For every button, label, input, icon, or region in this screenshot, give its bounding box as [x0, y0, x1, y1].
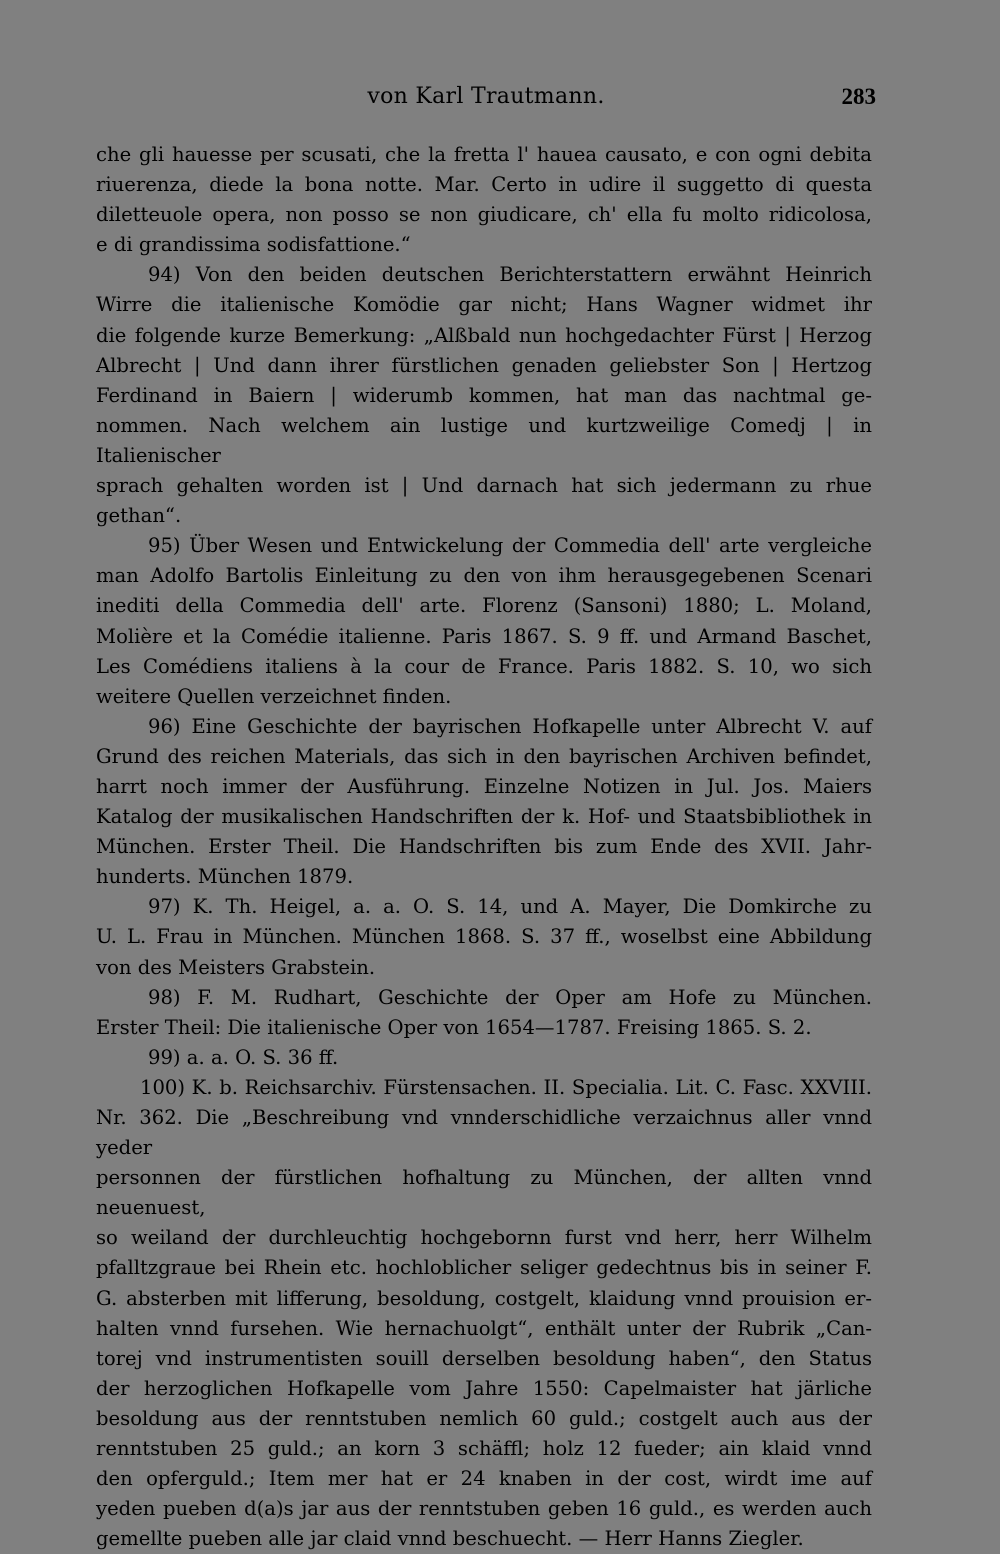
- text-line: renntstuben 25 guld.; an korn 3 schäffl; holz 12 fueder; ain klaid vnnd: [96, 1437, 872, 1461]
- footnote-95: 95) Über Wesen und Entwickelung der Commedia dell' arte vergleiche: [148, 534, 872, 558]
- footnotes-text: [96, 140, 872, 1554]
- text-line: halten vnnd fursehen. Wie hernachuolgt“, enthält unter der Rubrik „Can-: [96, 1316, 872, 1340]
- footnote-98: 98) F. M. Rudhart, Geschichte der Oper am Hofe zu München.: [148, 985, 872, 1009]
- text-line: von des Meisters Grabstein.: [96, 955, 376, 979]
- text-line: weitere Quellen verzeichnet finden.: [96, 684, 452, 708]
- text-line: harrt noch immer der Ausführung. Einzelne Notizen in Jul. Jos. Maiers: [96, 774, 872, 798]
- text-line: pfalltzgraue bei Rhein etc. hochloblicher seliger gedechtnus bis in seiner F.: [96, 1256, 872, 1280]
- text-line: riuerenza, diede la bona notte. Mar. Certo in udire il suggetto di questa: [96, 173, 872, 197]
- text-line: man Adolfo Bartolis Einleitung zu den von ihm herausgegebenen Scenari: [96, 564, 872, 588]
- text-line: Les Comédiens italiens à la cour de France. Paris 1882. S. 10, wo sich: [96, 654, 872, 678]
- text-line: Grund des reichen Materials, das sich in den bayrischen Archiven befindet,: [96, 744, 872, 768]
- page-number: 283: [841, 84, 876, 109]
- footnote-100: 100) K. b. Reichsarchiv. Fürstensachen. II. Specialia. Lit. C. Fasc. XXVIII.: [140, 1075, 872, 1099]
- text-line: Katalog der musikalischen Handschriften der k. Hof- und Staatsbibliothek in: [96, 805, 872, 829]
- text-line: die folgende kurze Bemerkung: „Alßbald nun hochgedachter Fürst | Herzog: [96, 323, 872, 347]
- text-line: hunderts. München 1879.: [96, 865, 354, 889]
- page-header: [96, 84, 876, 114]
- text-line: nommen. Nach welchem ain lustige und kurtzweilige Comedj | in Italienischer: [96, 413, 872, 467]
- text-line: inediti della Commedia dell' arte. Florenz (Sansoni) 1880; L. Moland,: [96, 594, 872, 618]
- text-line: U. L. Frau in München. München 1868. S. 37 ff., woselbst eine Abbildung: [96, 925, 872, 949]
- text-line: Albrecht | Und dann ihrer fürstlichen genaden geliebster Son | Hertzog: [96, 353, 872, 377]
- text-line: so weiland der durchleuchtig hochgebornn furst vnd herr, herr Wilhelm: [96, 1226, 872, 1250]
- footnote-97: 97) K. Th. Heigel, a. a. O. S. 14, und A. Mayer, Die Domkirche zu: [148, 895, 872, 919]
- text-line: besoldung aus der renntstuben nemlich 60 guld.; costgelt auch aus der: [96, 1406, 872, 1430]
- text-line: yeden pueben d(a)s jar aus der renntstuben geben 16 guld., es werden auch: [96, 1497, 872, 1521]
- text-line: gemellte pueben alle jar claid vnnd beschuecht. — Herr Hanns Ziegler.: [96, 1527, 804, 1551]
- text-line: der herzoglichen Hofkapelle vom Jahre 1550: Capelmaister hat järliche: [96, 1376, 872, 1400]
- running-title: von Karl Trautmann.: [367, 84, 605, 109]
- text-line: Wirre die italienische Komödie gar nicht; Hans Wagner widmet ihr: [96, 293, 872, 317]
- footnote-96: 96) Eine Geschichte der bayrischen Hofkapelle unter Albrecht V. auf: [148, 714, 872, 738]
- text-line: Molière et la Comédie italienne. Paris 1867. S. 9 ff. und Armand Baschet,: [96, 624, 872, 648]
- text-line: Nr. 362. Die „Beschreibung vnd vnnderschidliche verzaichnus aller vnnd yeder: [96, 1106, 872, 1160]
- footnote-99: 99) a. a. O. S. 36 ff.: [148, 1045, 339, 1069]
- text-line: diletteuole opera, non posso se non giudicare, ch' ella fu molto ridicolosa,: [96, 203, 872, 227]
- text-line: München. Erster Theil. Die Handschriften bis zum Ende des XVII. Jahr-: [96, 835, 872, 859]
- text-line: Ferdinand in Baiern | widerumb kommen, hat man das nachtmal ge-: [96, 383, 872, 407]
- text-line: den opferguld.; Item mer hat er 24 knaben in der cost, wirdt ime auf: [96, 1467, 872, 1491]
- text-line: Erster Theil: Die italienische Oper von 1654—1787. Freising 1865. S. 2.: [96, 1015, 812, 1039]
- text-line: G. absterben mit lifferung, besoldung, costgelt, klaidung vnnd prouision er-: [96, 1286, 872, 1310]
- text-line: torej vnd instrumentisten souill derselben besoldung haben“, den Status: [96, 1346, 872, 1370]
- text-line: e di grandissima sodisfattione.“: [96, 233, 411, 257]
- footnote-94: 94) Von den beiden deutschen Berichterstattern erwähnt Heinrich: [148, 263, 872, 287]
- text-line: sprach gehalten worden ist | Und darnach hat sich jedermann zu rhue gethan“.: [96, 474, 872, 528]
- text-line: che gli hauesse per scusati, che la fretta l' hauea causato, e con ogni debita: [96, 143, 872, 166]
- text-line: personnen der fürstlichen hofhaltung zu München, der allten vnnd neuenuest,: [96, 1166, 872, 1220]
